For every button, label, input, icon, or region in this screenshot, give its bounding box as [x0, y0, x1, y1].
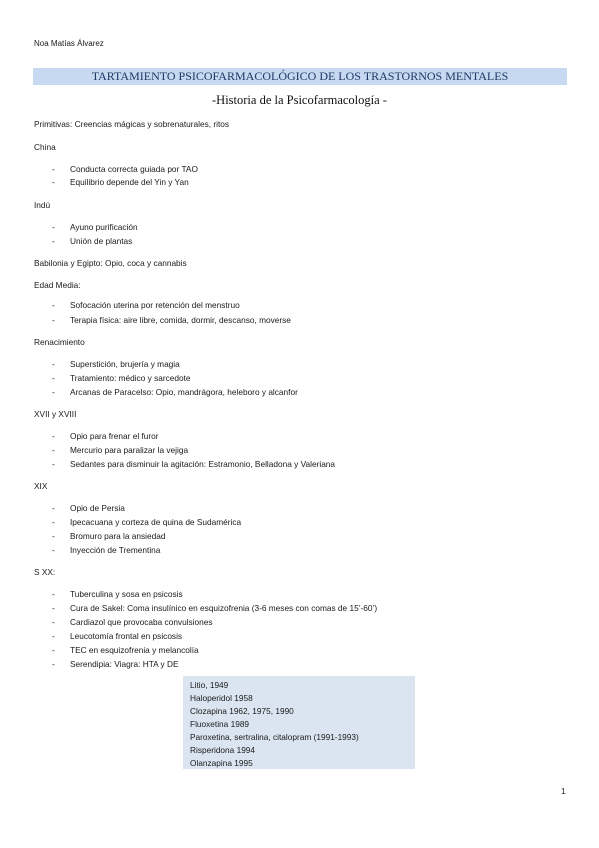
china-heading: China [34, 142, 56, 152]
list-item: - TEC en esquizofrenia y melancolía [52, 645, 199, 655]
list-item-text: Unión de plantas [70, 236, 133, 246]
list-item-text: Equilibrio depende del Yin y Yan [70, 177, 189, 187]
list-item: - Superstición, brujería y magia [52, 359, 180, 369]
list-item-text: Cura de Sakel: Coma insulínico en esquizofrenia (3-6 meses con comas de 15’-60’) [70, 603, 378, 613]
list-item-text: Conducta correcta guiada por TAO [70, 164, 198, 174]
list-item-text: Sedantes para disminuir la agitación: Estramonio, Belladona y Valeriana [70, 459, 336, 469]
list-item-text: Bromuro para la ansiedad [70, 531, 166, 541]
list-item: - Ipecacuana y corteza de quina de Sudamérica [52, 517, 242, 527]
list-item: - Ayuno purificación [52, 222, 138, 232]
list-item: - Tuberculina y sosa en psicosis [52, 589, 183, 599]
list-item: - Bromuro para la ansiedad [52, 531, 166, 541]
list-item-text: Cardiazol que provocaba convulsiones [70, 617, 213, 627]
box-line: Clozapina 1962, 1975, 1990 [190, 706, 294, 716]
list-item: - Terapia física: aire libre, comida, dormir, descanso, moverse [52, 315, 291, 325]
title-bar: TARTAMIENTO PSICOFARMACOLÓGICO DE LOS TRASTORNOS MENTALES [33, 68, 567, 85]
list-item-text: Leucotomía frontal en psicosis [70, 631, 183, 641]
indu-heading: Indú [34, 200, 51, 210]
list-item: - Mercurio para paralizar la vejiga [52, 445, 189, 455]
list-item-text: Arcanas de Paracelso: Opio, mandrágora, heleboro y alcanfor [70, 387, 298, 397]
list-item-text: Mercurio para paralizar la vejiga [70, 445, 189, 455]
sxx-heading: S XX: [34, 567, 56, 577]
list-item: - Opio para frenar el furor [52, 431, 159, 441]
drug-timeline-box [183, 676, 415, 769]
list-item: - Cardiazol que provocaba convulsiones [52, 617, 213, 627]
list-item-text: Serendipia: Viagra: HTA y DE [70, 659, 179, 669]
list-item: - Leucotomía frontal en psicosis [52, 631, 183, 641]
list-item: - Unión de plantas [52, 236, 133, 246]
list-item: - Tratamiento: médico y sarcedote [52, 373, 191, 383]
list-item: - Inyección de Trementina [52, 545, 161, 555]
list-item: - Sedantes para disminuir la agitación: Estramonio, Belladona y Valeriana [52, 459, 336, 469]
box-line: Paroxetina, sertralina, citalopram (1991-1993) [190, 732, 359, 742]
xix-heading: XIX [34, 481, 48, 491]
list-item-text: Ayuno purificación [70, 222, 138, 232]
author-name: Noa Matías Álvarez [34, 39, 104, 48]
list-item: - Conducta correcta guiada por TAO [52, 164, 198, 174]
page-number: 1 [561, 786, 566, 796]
box-line: Haloperidol 1958 [190, 693, 253, 703]
box-line: Risperidona 1994 [190, 745, 256, 755]
subtitle: -Historia de la Psicofarmacología - [212, 93, 387, 107]
list-item: - Cura de Sakel: Coma insulínico en esquizofrenia (3-6 meses con comas de 15’-60’) [52, 603, 378, 613]
list-item-text: TEC en esquizofrenia y melancolía [70, 645, 199, 655]
list-item-text: Ipecacuana y corteza de quina de Sudamérica [70, 517, 242, 527]
list-item-text: Terapia física: aire libre, comida, dormir, descanso, moverse [70, 315, 291, 325]
list-item: - Opio de Persia [52, 503, 125, 513]
list-item-text: Tratamiento: médico y sarcedote [70, 373, 191, 383]
list-item: - Sofocación uterina por retención del menstruo [52, 300, 240, 310]
list-item: - Equilibrio depende del Yin y Yan [52, 177, 189, 187]
box-line: Fluoxetina 1989 [190, 719, 250, 729]
list-item-text: Opio de Persia [70, 503, 125, 513]
list-item-text: Opio para frenar el furor [70, 431, 159, 441]
list-item: - Arcanas de Paracelso: Opio, mandrágora, heleboro y alcanfor [52, 387, 298, 397]
xvii-xviii-heading: XVII y XVIII [34, 409, 77, 419]
primitivas-line: Primitivas: Creencias mágicas y sobrenaturales, ritos [34, 119, 230, 129]
edad-media-heading: Edad Media: [34, 280, 81, 290]
box-line: Litio, 1949 [190, 680, 229, 690]
list-item: - Serendipia: Viagra: HTA y DE [52, 659, 179, 669]
box-line: Olanzapina 1995 [190, 758, 253, 768]
babilonia-line: Babilonia y Egipto: Opio, coca y cannabis [34, 258, 187, 268]
list-item-text: Tuberculina y sosa en psicosis [70, 589, 183, 599]
list-item-text: Sofocación uterina por retención del menstruo [70, 300, 240, 310]
renacimiento-heading: Renacimiento [34, 337, 85, 347]
list-item-text: Inyección de Trementina [70, 545, 161, 555]
list-item-text: Superstición, brujería y magia [70, 359, 180, 369]
